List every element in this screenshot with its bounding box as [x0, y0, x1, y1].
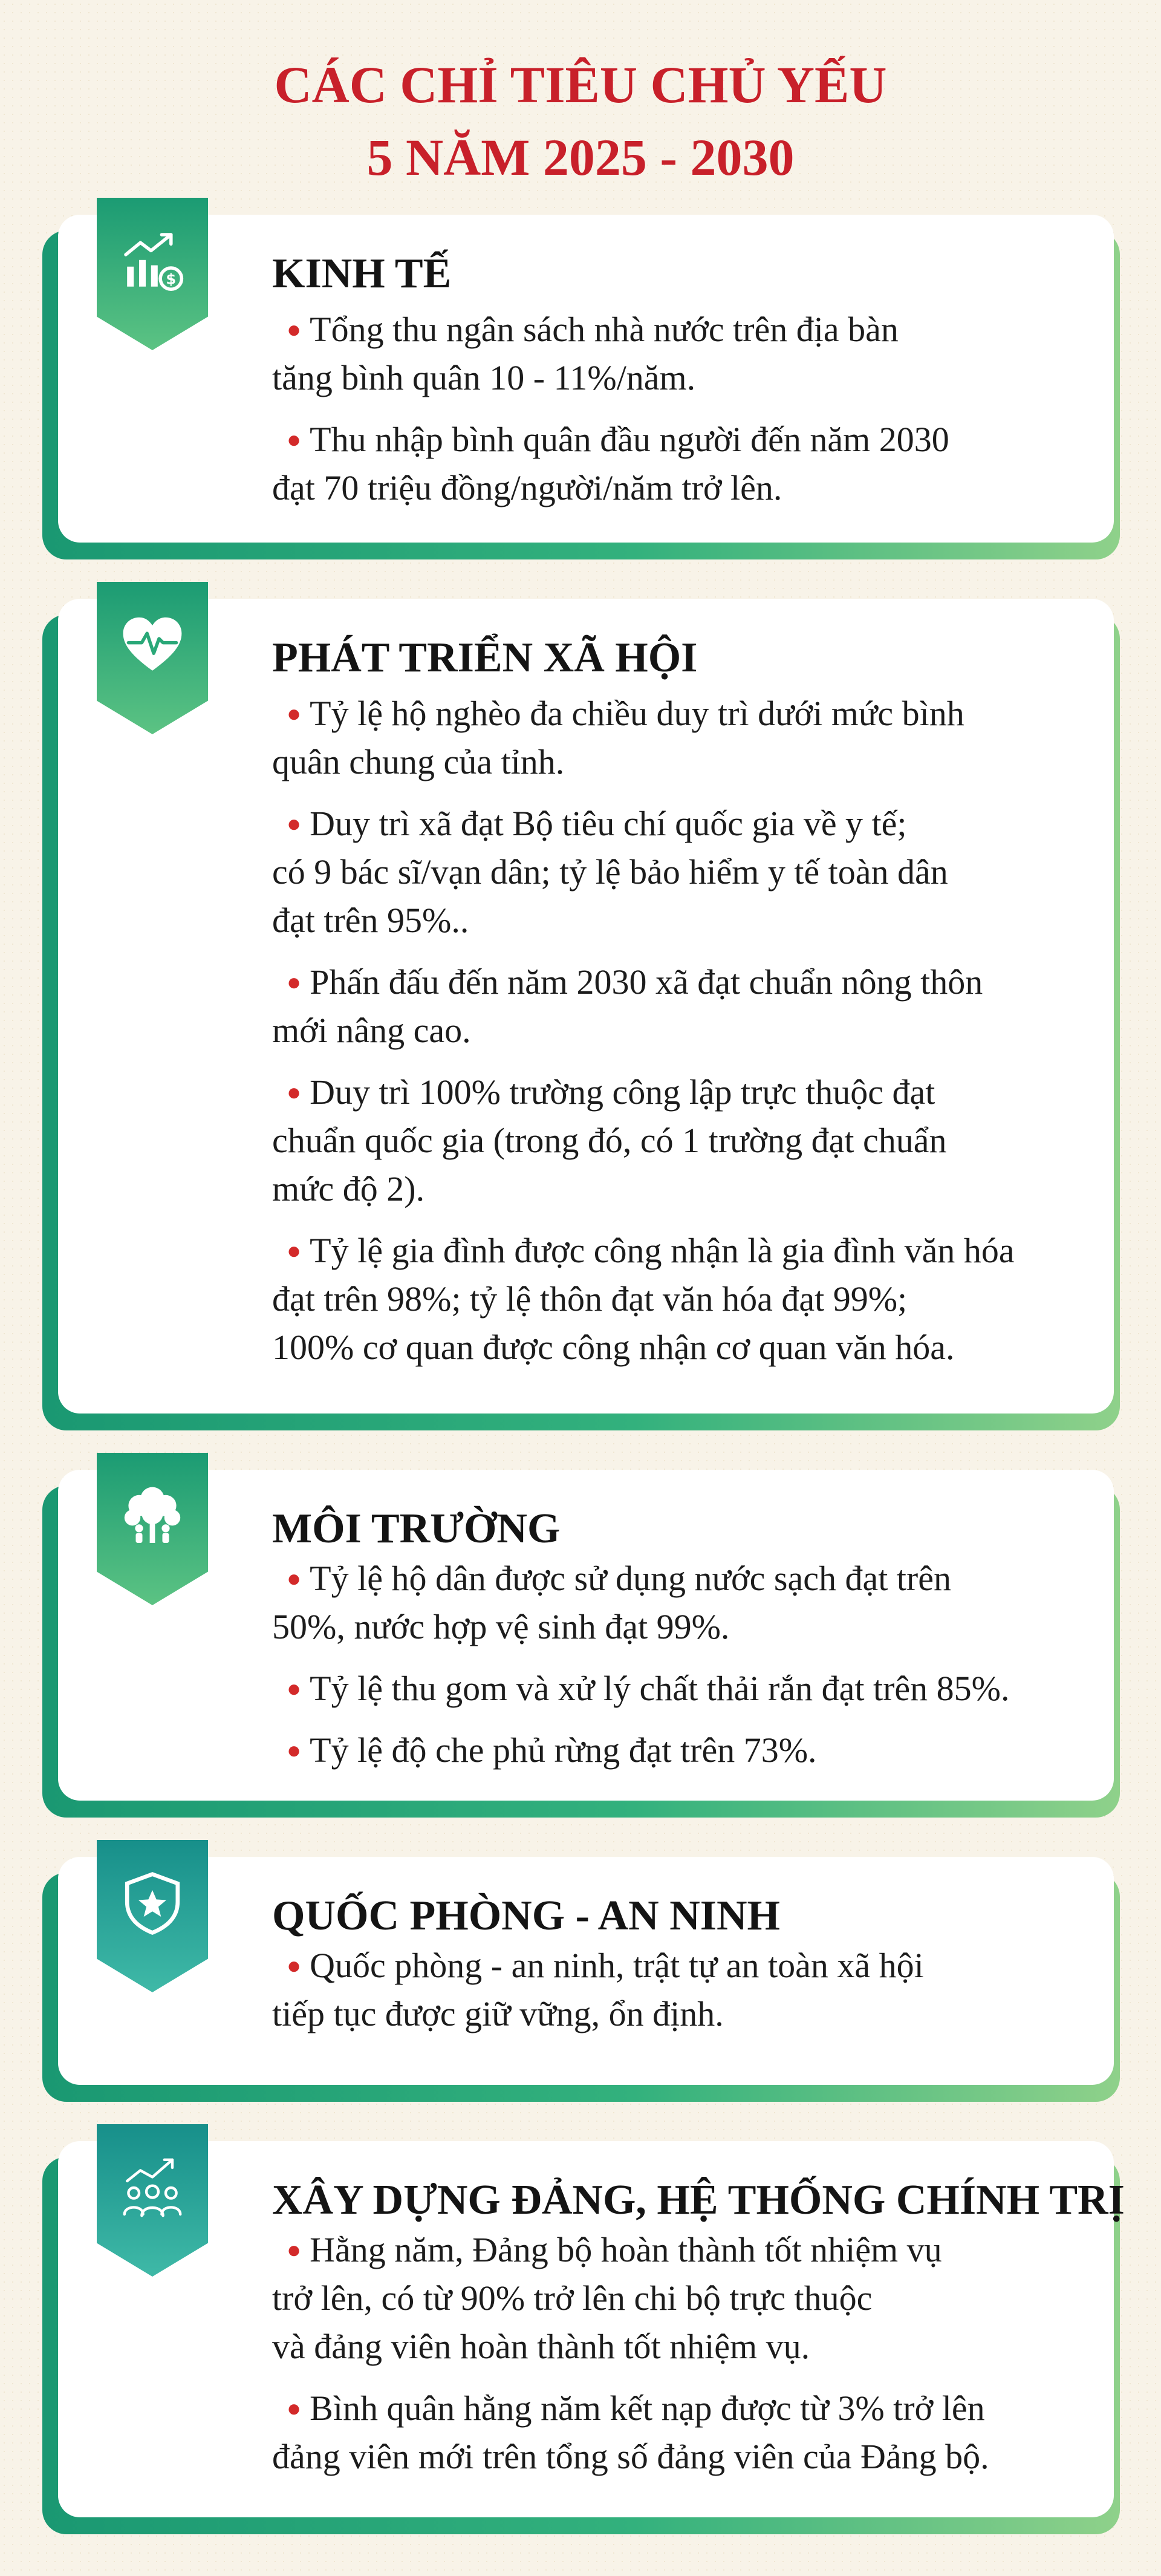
- bullet-dot-icon: ●: [287, 316, 302, 343]
- title-line-1: CÁC CHỈ TIÊU CHỦ YẾU: [274, 56, 887, 114]
- bullet-item: [272, 958, 1096, 1055]
- ribbon-fold: [83, 1453, 97, 1470]
- bullet-text-line: [272, 2274, 1096, 2323]
- bullet-text: tiếp tục được giữ vững, ổn định.: [272, 1994, 724, 2033]
- bullet-text: Bình quân hằng năm kết nạp được từ 3% trở lên: [310, 2389, 985, 2428]
- section-card: [42, 1470, 1120, 1818]
- bullet-text: Tỷ lệ thu gom và xử lý chất thải rắn đạt trên 85%.: [310, 1669, 1010, 1708]
- bullet-item: [272, 2384, 1096, 2481]
- section-heading: KINH TẾ: [272, 250, 452, 297]
- bullet-dot-icon: ●: [287, 1675, 302, 1702]
- bullet-text: tăng bình quân 10 - 11%/năm.: [272, 358, 696, 397]
- bullet-text: 100% cơ quan được công nhận cơ quan văn hóa.: [272, 1328, 955, 1367]
- ribbon-fold: [83, 2124, 97, 2141]
- title-line-2: 5 NĂM 2025 - 2030: [366, 128, 795, 186]
- bullet-item: [272, 1726, 1096, 1775]
- bullet-item: [272, 1665, 1096, 1713]
- bullet-dot-icon: ●: [287, 968, 302, 996]
- bullet-text-line: [272, 305, 1096, 354]
- bullet-text: đạt trên 98%; tỷ lệ thôn đạt văn hóa đạt 99%;: [272, 1279, 908, 1319]
- bullet-dot-icon: ●: [287, 1565, 302, 1592]
- bullet-list: [272, 1554, 1096, 1788]
- bullet-text-line: [272, 1665, 1096, 1713]
- bullet-text: chuẩn quốc gia (trong đó, có 1 trường đạt chuẩn: [272, 1121, 947, 1160]
- bullet-text-line: [272, 1554, 1096, 1603]
- bullet-text: mới nâng cao.: [272, 1011, 471, 1050]
- bullet-text: Tổng thu ngân sách nhà nước trên địa bàn: [310, 310, 899, 349]
- bullet-item: [272, 1554, 1096, 1651]
- section-heading: QUỐC PHÒNG - AN NINH: [272, 1893, 780, 1939]
- bullet-dot-icon: ●: [287, 426, 302, 453]
- bullet-text: và đảng viên hoàn thành tốt nhiệm vụ.: [272, 2327, 810, 2366]
- bullet-text: 50%, nước hợp vệ sinh đạt 99%.: [272, 1607, 730, 1646]
- bullet-text-line: [272, 464, 1096, 512]
- bullet-text-line: [272, 1227, 1096, 1275]
- bullet-list: [272, 305, 1096, 526]
- bullet-dot-icon: ●: [287, 1736, 302, 1764]
- bullet-text-line: [272, 2323, 1096, 2371]
- bullet-dot-icon: ●: [287, 700, 302, 727]
- bullet-text: Thu nhập bình quân đầu người đến năm 2030: [310, 420, 949, 459]
- bullet-dot-icon: ●: [287, 810, 302, 837]
- ribbon-fold: [83, 198, 97, 215]
- bullet-text: Tỷ lệ hộ dân được sử dụng nước sạch đạt trên: [310, 1559, 951, 1598]
- bullet-text: Tỷ lệ hộ nghèo đa chiều duy trì dưới mức bình: [310, 694, 964, 733]
- bullet-text: quân chung của tỉnh.: [272, 742, 565, 781]
- bullet-text-line: [272, 1006, 1096, 1055]
- bullet-text: đạt trên 95%..: [272, 901, 469, 940]
- bullet-text: đảng viên mới trên tổng số đảng viên của Đảng bộ.: [272, 2437, 989, 2476]
- bullet-text-line: [272, 896, 1096, 945]
- bullet-text: mức độ 2).: [272, 1169, 425, 1208]
- bullet-item: [272, 2226, 1096, 2371]
- bullet-text-line: [272, 1726, 1096, 1775]
- bullet-text-line: [272, 690, 1096, 738]
- bullet-item: [272, 1068, 1096, 1213]
- bullet-text-line: [272, 1275, 1096, 1323]
- bullet-text-line: [272, 1165, 1096, 1213]
- bullet-text-line: [272, 416, 1096, 464]
- bullet-dot-icon: ●: [287, 1237, 302, 1264]
- ribbon-fold: [83, 582, 97, 599]
- bullet-item: [272, 1227, 1096, 1372]
- bullet-dot-icon: ●: [287, 2395, 302, 2422]
- bullet-text-line: [272, 2384, 1096, 2433]
- bullet-list: [272, 2226, 1096, 2494]
- bullet-text: Phấn đấu đến năm 2030 xã đạt chuẩn nông thôn: [310, 962, 983, 1002]
- bullet-list: [272, 690, 1096, 1385]
- bullet-text: trở lên, có từ 90% trở lên chi bộ trực thuộc: [272, 2278, 873, 2318]
- section-card: [42, 599, 1120, 1430]
- section-card: [42, 2141, 1125, 2534]
- section-heading: XÂY DỰNG ĐẢNG, HỆ THỐNG CHÍNH TRỊ: [272, 2177, 1125, 2223]
- bullet-text-line: [272, 2226, 1096, 2274]
- bullet-dot-icon: ●: [287, 2236, 302, 2263]
- bullet-item: [272, 1942, 1096, 2038]
- bullet-text-line: [272, 800, 1096, 848]
- bullet-list: [272, 1942, 1096, 2052]
- section-card: [42, 1857, 1120, 2102]
- bullet-text-line: [272, 738, 1096, 786]
- bullet-item: [272, 416, 1096, 512]
- page-title: [0, 48, 1161, 194]
- bullet-item: [272, 690, 1096, 786]
- bullet-dot-icon: ●: [287, 1952, 302, 1979]
- bullet-text: đạt 70 triệu đồng/người/năm trở lên.: [272, 468, 782, 507]
- bullet-text-line: [272, 354, 1096, 402]
- bullet-text: Quốc phòng - an ninh, trật tự an toàn xã hội: [310, 1946, 924, 1985]
- bullet-item: [272, 800, 1096, 945]
- section-card: [42, 215, 1120, 559]
- bullet-text-line: [272, 958, 1096, 1006]
- svg-text:$: $: [166, 270, 177, 288]
- bullet-text: Tỷ lệ độ che phủ rừng đạt trên 73%.: [310, 1730, 817, 1770]
- bullet-text-line: [272, 1942, 1096, 1990]
- bullet-text-line: [272, 1603, 1096, 1651]
- ribbon-fold: [83, 1840, 97, 1857]
- bullet-text-line: [272, 2433, 1096, 2481]
- bullet-text: có 9 bác sĩ/vạn dân; tỷ lệ bảo hiểm y tế toàn dân: [272, 852, 948, 892]
- bullet-text: Duy trì xã đạt Bộ tiêu chí quốc gia về y tế;: [310, 804, 907, 843]
- bullet-text-line: [272, 1990, 1096, 2038]
- bullet-text: Duy trì 100% trường công lập trực thuộc đạt: [310, 1072, 935, 1112]
- bullet-text-line: [272, 1323, 1096, 1372]
- bullet-text-line: [272, 1117, 1096, 1165]
- section-heading: PHÁT TRIỂN XÃ HỘI: [272, 634, 698, 681]
- bullet-text-line: [272, 848, 1096, 896]
- bullet-item: [272, 305, 1096, 402]
- bullet-text: Hằng năm, Đảng bộ hoàn thành tốt nhiệm vụ: [310, 2230, 942, 2269]
- bullet-dot-icon: ●: [287, 1078, 302, 1106]
- section-heading: MÔI TRƯỜNG: [272, 1505, 561, 1552]
- bullet-text-line: [272, 1068, 1096, 1117]
- bullet-text: Tỷ lệ gia đình được công nhận là gia đình văn hóa: [310, 1231, 1015, 1270]
